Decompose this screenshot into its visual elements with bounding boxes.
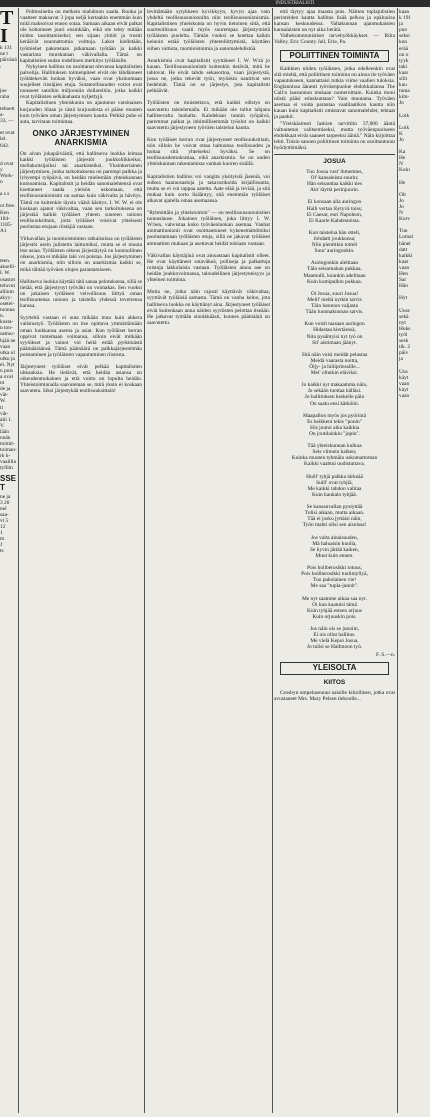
col1-paragraph: Polttosineita on melkein mahdoton saada. Ruoka ja vaatteet maksavat 3 jopa neljä kertaakin enemmän kuin mitä maksoivat ennen sotaa. Samaan aikaan eivät palkat ole kohonneet juuri ensinkään, eikä ole tehty mitään niiden tasoittamiseksi; sen sijaan yhtiöt ja trustit keräävät suunnattomia voittoja. Lakot kielletään, työmiehet pakotetaan jatkamaan työtään ja kaikki vastarinta murskataan väkivallalla. Tämä on kapitalistien sodan todellinen merkitys työläisille. — [20, 9, 142, 64]
left-edge-line: sattuo- — [0, 331, 15, 338]
left-edge-text — [0, 45, 17, 472]
left-edge-line: utka ol — [0, 349, 15, 356]
col1-paragraph: Nykyinen hallitus on osoittanut olevansa kapitalistien palvelija. Hallituksen toimenpiteet eivät ole tähdänneet työtätekevän luokan hyväksi, vaan ovat yksinomaan suojelleet riistäjien etuja. Sotateollisuuden voitot ovat nousseet satoihin miljooniin dollareihin, jotka kaikki ovat työläisten selkänahasta nyljettyjä. — [20, 63, 142, 101]
left-edge-line: n ton- — [0, 325, 13, 332]
left-edge-bottom-text: ne ja 3 20 nel saa- vi 5 12 1 m J ts — [0, 493, 11, 555]
column-3 — [274, 9, 395, 1113]
poem-text: Tuo Josua vast' ihmemies, Ol' kansaleista suurin; Hän seisauttaa kaikki ties Ain' täyttä perinjuurin. Ei konsaan alla auringon Halli vertaa löytyvä tuiss; Ei Caesar, euri Napoleon, Ei Kaarle Kahdestoista. Kun taistelua hän otteli, Johdatti joukkonsa; Niin pienttikin totteli Suur' auringonkin. Auringonkin alelttaan Täin seisomahan pukkaa. Maamulli, kuunkin adelltaan Kuin kumipallon pukkaa. Oi Josua, suuri Josua! Meill' nieltä nytkin tarvis Täin luonnon valjasta Tään luonnakunnan sarvis. Kun voisit taasaan auringon Hidastaa kiertäessä, Niin pysähtyisi nyt työ on Sii' aistimaan jäänyt. Sitä näin voisi meidät pelastaa Meidä vaarasta noitta, Öljy- ja hiiliprinssille... Mei' ollutkin eläviksi. Jo kaikki nyt makaamma näin, Jo sekään tuottaa hälläsi. Jo hallituksen keskelle päin On saatu ensi kätköön. Maapallon myös jos pyörintä Es heikkeni tekis "ponin" Siis joutui aika kaikkia On joutilainkin "jopin". Tää yhteiskunnan kulkua Seis viimein kaiken; Kuinka muuten tyhmäin uskomattoman Kaikki vaahtui uudistuttava. Huill' tyhjä palkka tärkeää Suill' ovat tyhjiä, Me kaikki tahdon valitaa Kuin kaukalo tyhjää. Se kansanvallan pystyttää Tulisi aikaan, mutta aikaan. Tää ei josko jyttäisi näin, Työn mahti olisi sen aisoissa! Jos valta ainaisuuden, Mä haluaisin kuulla, Se hyvin jättää kaiken, Muut kuin ennen. Pois holiberosikki totuus, Pois holiberosikki tuulimyllyä, Tuo paholainen vie! Me saa "tupla-junnit". Me nyt saamme aikaa saa nyt. Oi kun kaatuisi tämä Kuin tyhjää esteen orjuus Kuin orjuuskin pois. Jos näin ois se juoniin, Ei ois ollut hallitus. Me vielä Kepoi Josua, Jo tulisi se Hallmoon työ. — [291, 168, 378, 651]
left-edge-line: ti — [0, 404, 3, 411]
separator — [274, 154, 395, 155]
left-edge-line: k 131 — [0, 45, 13, 51]
left-edge-line: ei. Nyt — [0, 361, 15, 368]
article-headline: ONKO JÄRJESTYMINEN ANARKISMIA — [32, 128, 130, 147]
left-edge-line: a oval — [0, 374, 14, 381]
header-strip: INDUSTRIALISTI — [275, 1, 315, 6]
left-edge-line: d ovat — [0, 160, 14, 167]
left-edge-line: toiman- — [0, 447, 17, 454]
column-rule — [18, 8, 19, 1113]
left-edge-line: n pois — [0, 367, 14, 374]
left-edge-line: rk k- — [0, 453, 11, 460]
left-edge-line: päivänä, — [0, 57, 17, 70]
left-edge-line: osetel- — [0, 300, 15, 307]
left-edge-line: ot free. — [0, 203, 16, 210]
left-edge-line: W. — [0, 398, 6, 405]
left-edge-line: y Work- — [0, 166, 14, 179]
left-edge-line: Ken 184- — [0, 209, 10, 222]
left-edge-line: 1185-A1 — [0, 221, 13, 234]
col3-paragraph: "Yleiskäsitesti laskien tarvittiin 37,000 ääntä valtuutetun valitsemiseksi, mutta työväenpuolueen ehdokkaat eivät saaneet tarpeeksi ääniä." Näin kirjoittaa lehti. Toisin sanoen poliittinen toiminta on osoittautunut hyödyttömäksi. — [274, 120, 395, 151]
col3-paragraph: Kaikkien niiden työläisten, jotka edelleenkin ovat sitä mieltä, että poliittinen toiminta on ainoa tie työväen vapautukseen, kannattaisi tutkia viime vaalien tuloksia. Englannissa äänesti työväenpuolue ehdokkaitansa The Call:n lausunnon mukaan numeroittain. Kuinka moni niistä pääsi eduskuntaan? Vain muutama. Työväen asemaa ei voida parantaa vaalilaatikon kautta niin kauan kuin kapitalistit omistavat sanomalehdet, tehtaat ja pankit. — [274, 65, 395, 121]
left-edge-line: teen. — [0, 258, 11, 265]
col3-paragraph: Crosbyn ompeluseuran naisille kiitollinen, jotka ovat avustaneet Mrs. Mary Pelsen tiekoolle... — [274, 689, 395, 702]
left-edge-head: SSET — [0, 473, 17, 492]
left-edge-line: osastot — [0, 276, 15, 283]
left-edge-line: vät- — [0, 392, 9, 399]
left-edge-line: n — [0, 179, 3, 186]
article-body: levittämään sytykkeen kyvikkyyn, kyvyn ajaa vain yhdeltä teollisuusunioonilta niin teollisuusunionismia. Kapitalistinen yhteiskunta on hyvin tietoinen siitä, että suurteollisuus vaatii myös suurempaa järjestymistä työläisten puolelta. Tämän vuoksi se koettaa kaikin keinoin estää työläisten yhteenliittymistä, käyttäen siihen valtiota, tuomioistuimia ja sanomalehdistöä. Anarkismia ovat kapitalistit syyttäneet I. W. W:tä jo kauan. Teollisuusunionistit kuitenkin tietävät, mitä he tahtovat. He eivät tahdo sekasortoa, vaan järjestystä, jossa ne, jotka tekevät työn, myöskin nauttivat sen hedelmät. Tämä on se järjestys, jota kapitalistit pelkäävät. Työläisten on muistettava, että kaikki edistys on saavutettu taistelemalla. Ei mikään ole tullut lahjana hallitsevalta luokalta. Kahdeksan tunnin työpäivä, paremmat palkat ja inhimillisemmät työolot on kaikki saavutettu järjestyneen työväen taistelun kautta. Kun työläiset kerran ovat järjestyneet teollisuuksittain, niin silloin he voivat ottaa haltuunsa teollisuuden ja hoitaa sitä yhteiseksi hyväksi. Se on teollisuusdemokratiaa, eikä anarkismia. Se on uuden yhteiskunnan rakentamista vanhan kuoren sisällä. Kapitalistien hallitus voi vangita yksityisiä jäseniä, voi sulkea haaraosastoja ja takavarikoida kirjallisuutta, mutta se ei voi tappaa aatetta. Aate elää ja leviää, ja sitä mukaa kuin sorto lisääntyy, sitä enemmän työläiset alkavat ajatella omaa asemaansa. "Ryhmittäin ja yhteistoimin" — on teollisuusunionistien tunnuslause. Jokainen työläinen, joka liittyy I. W. W:hen, vahvistaa koko työväenluokan asemaa. Vanhat ammattiunionit ovat osoittautuneet kykenemättömiksi puolustamaan työläisten etuja, sillä ne jakavat työläiset ammattien mukaan ja asettavat heidät toisiaan vastaan. Väkivallan käyttäjinä ovat ainoastaan kapitalistit olleet. He ovat käyttäneet sotaväkeä, poliiseja ja palkattuja roistoja lakkolaisia vastaan. Työläisten ainoa ase on heidän joukkovoimansa, taloudellinen järjestyneisyys ja yhteinen toiminta. Mutta ne, jotka näin rajusti käyttävät väkivaltaa, syyttävät työläisiä samasta. Tämä on vanha keino, jota hallitseva luokka on käyttänyt aina. Järjestyneet työläiset eivät kuitenkaan anna näiden syytösten pelottaa itseään. He jatkavat työtään sinnikkäästi, kunnes päämäärä on saavutettu. — [147, 9, 270, 326]
left-edge-line: lel. 642. — [0, 136, 10, 149]
column-rule — [272, 8, 273, 1113]
left-edge-line: toimit- — [0, 441, 15, 448]
left-edge-line: alii 1. — [0, 416, 13, 423]
right-edge-column — [399, 9, 430, 1113]
left-edge-line: hjää ne — [0, 337, 16, 344]
left-edge-line: vaalilla — [0, 459, 16, 466]
left-edge-line: tylliin — [0, 465, 13, 472]
column-rule — [397, 8, 398, 1113]
left-edge-column — [0, 9, 17, 1113]
left-edge-line: ne t — [0, 51, 8, 58]
left-edge-line: nt — [0, 380, 5, 387]
section-heading-box: POLIITTINEN TOIMINTA — [280, 50, 389, 62]
col3-paragraph: että täytyy ajaa maasta pois. Näitten tuplajulistien perinteiden kautta hallitus lisää pelkoa ja epäluuloa kansan keskuudessa. Valtakunnan ajanmukaisten kansalaisten on nyt aika herätä. — [274, 9, 395, 34]
left-edge-line: tehoetta- — [0, 105, 15, 119]
left-edge-line: joe raha — [0, 87, 10, 100]
poem-title: JOSUA — [323, 157, 346, 165]
left-edge-line: allium — [0, 288, 14, 295]
left-edge-line: 33, — — [0, 118, 14, 125]
left-edge-line: V. — [0, 422, 5, 429]
left-edge-line: et ovat — [0, 130, 15, 137]
col1-paragraph: Kapitalistinen yhteiskunta on ajautunut varsinaisen kurjuuden tilaan ja tästä kurjuudesta ei pääse muuten kuin työväen oman järjestymisen kautta. Pelkkä puhe ei auta, tarvitaan toimintaa. — [20, 100, 142, 125]
left-edge-line: akselli- — [0, 264, 16, 271]
left-edge-line: tuonnan. — [0, 307, 15, 320]
left-edge-line: lään — [0, 428, 9, 435]
left-edge-line: kusta- — [0, 319, 14, 326]
article-body: On aivan jokapäiväistä, että hallitseva luokka leimaa kaikki työläisten järjestöt joukkoliikkeiksi, mellakoitsijoiksi tai anarkisteiksi. Yksinkertainen järjestyminen, jonka tarkoituksena on parempi palkka ja lyhyempi työpäivä, on heidän mielestään yhteiskunnan kumoamista. Kapitalistit ja heidän sanomalehtensä ovat koettaneet saada yleisön uskomaan, että teollisuusunionismi on samaa kuin väkivalta ja hävitys. Tämä on kuitenkin täysin väärä käsitys. I. W. W. ei ole koskaan ajanut väkivaltaa, vaan sen tarkoituksena on järjestää kaikki työläiset yhteen suureen unioon teollisuuksittain, jotta työläiset voisivat yhteisesti puolustaa etujaan riistäjiä vastaan. Virkavallan ja tuomioistuinten ratkaisuissa on työläisten järjestöt usein julistettu laittomiksi, mutta se ei muuta itse asiaa. Työläisten oikeus järjestäytyä on luonnollinen oikeus, jota ei mikään laki voi poistaa. Jos järjestyminen on anarkismia, niin silloin on anarkismia kaikki se, mikä tähtää työväen olojen parantamiseen. Hallitseva luokka käyttää tätä sanaa pelotuksena, sillä se tietää, että järjestynyt työväki on voimakas. Sen vuoksi on jokaisen työläisen velvollisuus liittyä oman teollisuutensa unioon ja taistella yhdessä toveriensa kanssa. Syytteitä vastaan ei auta mikään muu kuin ahkera valistustyö. Työläisten on itse opittava ymmärtämään oman luokkansa asema ja asiat. Kun työläiset kerran oppivat tuntemaan voimansa, silloin eivät mitkään syytökset ja vainot voi heitä estää pyrkimästä päämääräänsä. Tämä päämäärä on palkkajärjestelmän poistaminen ja työläisten vapautuminen riistosta. Järjestyneet työläiset eivät pelkää kapitalistien uhkauksia. He tietävät, että heidän asiansa on oikeudenmukainen ja että voitto on lopulta heidän. Yhteistoiminnalla saavutetaan se, mitä yksin ei koskaan saavuteta. Siksi järjestykää teollisuuksittain! — [20, 150, 142, 395]
left-edge-line: nnän — [0, 435, 11, 441]
left-edge-line: utku ja — [0, 355, 15, 362]
subheading: KIITOS — [323, 678, 346, 686]
column-rule — [144, 8, 145, 1113]
left-edge-line: akyy- — [0, 294, 13, 301]
left-edge-line: a s s — [0, 191, 10, 198]
column-1 — [20, 9, 142, 1113]
col3-notice: Valhekommunistiset tarvehyökkäykset. — Riita Valley, Eric County Jail, Erie, Pa. — [274, 33, 395, 46]
right-edge-text: kaan k 191 ja puo seksi kun erää on o tyyk taki kaar silit kau tuma kim- Jo Loik Loik K Jo Ka He N Koin He Olt Jo Jo N Korv Tun Lomal hänet datt kaikki kaat vaan Hen Sar Hän Hyt Uuss sekä nyt Huks työl sesk tik. 2 päiv ja Uus käyt vaan käyt vaan — [399, 9, 414, 399]
column-2 — [147, 9, 270, 1113]
left-edge-line: vät- — [0, 410, 9, 417]
section-heading-box: YLEISOLTA — [280, 662, 389, 674]
left-edge-line: de ja — [0, 386, 11, 393]
masthead-letters: TI — [0, 9, 14, 47]
poem-signature: F. S.—n. — [375, 652, 395, 659]
left-edge-line: vaan — [0, 343, 11, 350]
left-edge-line: teluvut — [0, 282, 15, 289]
left-edge-line: I. W. — [0, 270, 11, 277]
